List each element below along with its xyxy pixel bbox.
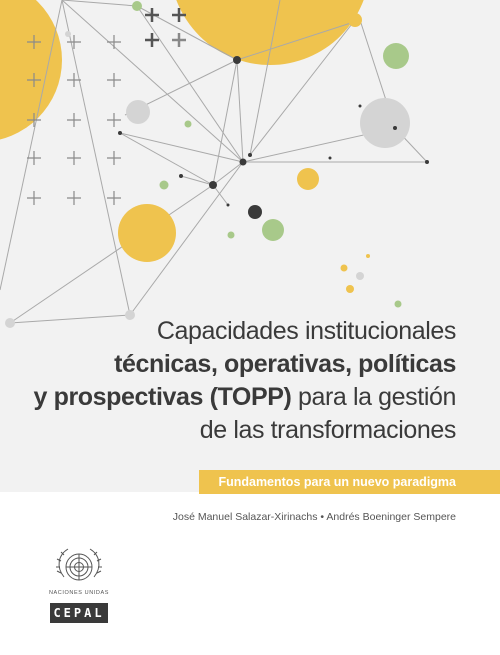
decorative-yellow-circle bbox=[118, 204, 176, 262]
authors-line: José Manuel Salazar-Xirinachs • Andrés Boeninger Sempere bbox=[172, 511, 456, 523]
decorative-grey-dot bbox=[65, 31, 71, 37]
title-line bbox=[16, 381, 456, 414]
decorative-green-dot bbox=[160, 181, 169, 190]
network-node bbox=[233, 56, 241, 64]
decorative-grey-circle bbox=[126, 100, 150, 124]
network-node bbox=[329, 157, 332, 160]
title-regular-part: para la gestión bbox=[291, 383, 456, 411]
network-node bbox=[179, 174, 183, 178]
decorative-green-dot bbox=[132, 1, 142, 11]
network-node bbox=[248, 205, 262, 219]
decorative-yellow-dot bbox=[341, 265, 348, 272]
decorative-yellow-circle bbox=[297, 168, 319, 190]
decorative-yellow-dot bbox=[346, 285, 354, 293]
title-line: Capacidades institucionales bbox=[156, 317, 456, 345]
un-label: NACIONES UNIDAS bbox=[48, 590, 110, 596]
cover-title bbox=[16, 315, 456, 447]
title-line: de las transformaciones bbox=[199, 416, 456, 444]
network-node bbox=[209, 181, 217, 189]
decorative-yellow-dot bbox=[366, 254, 370, 258]
subtitle-banner bbox=[199, 470, 500, 494]
decorative-green-dot bbox=[185, 121, 192, 128]
decorative-green-circle bbox=[262, 219, 284, 241]
decorative-yellow-dot bbox=[348, 13, 362, 27]
network-node bbox=[240, 159, 247, 166]
network-node bbox=[393, 126, 397, 130]
cepal-label: CEPAL bbox=[53, 606, 105, 620]
title-line: técnicas, operativas, políticas bbox=[114, 350, 456, 378]
decorative-green-circle bbox=[383, 43, 409, 69]
decorative-grey-dot bbox=[356, 272, 364, 280]
network-node bbox=[425, 160, 429, 164]
decorative-yellow-circle-top bbox=[170, 0, 370, 65]
decorative-green-dot bbox=[395, 301, 402, 308]
cover-subtitle: Fundamentos para un nuevo paradigma bbox=[218, 475, 456, 489]
network-node bbox=[248, 153, 252, 157]
network-node bbox=[227, 204, 230, 207]
decorative-green-dot bbox=[228, 232, 235, 239]
decorative-grey-circle bbox=[360, 98, 410, 148]
cepal-logo bbox=[50, 603, 108, 623]
network-node bbox=[118, 131, 122, 135]
network-node bbox=[359, 105, 362, 108]
title-bold-part: y prospectivas (TOPP) bbox=[33, 383, 292, 411]
decorative-yellow-circle-left bbox=[0, 0, 62, 142]
decorative-grey-dot bbox=[5, 318, 15, 328]
